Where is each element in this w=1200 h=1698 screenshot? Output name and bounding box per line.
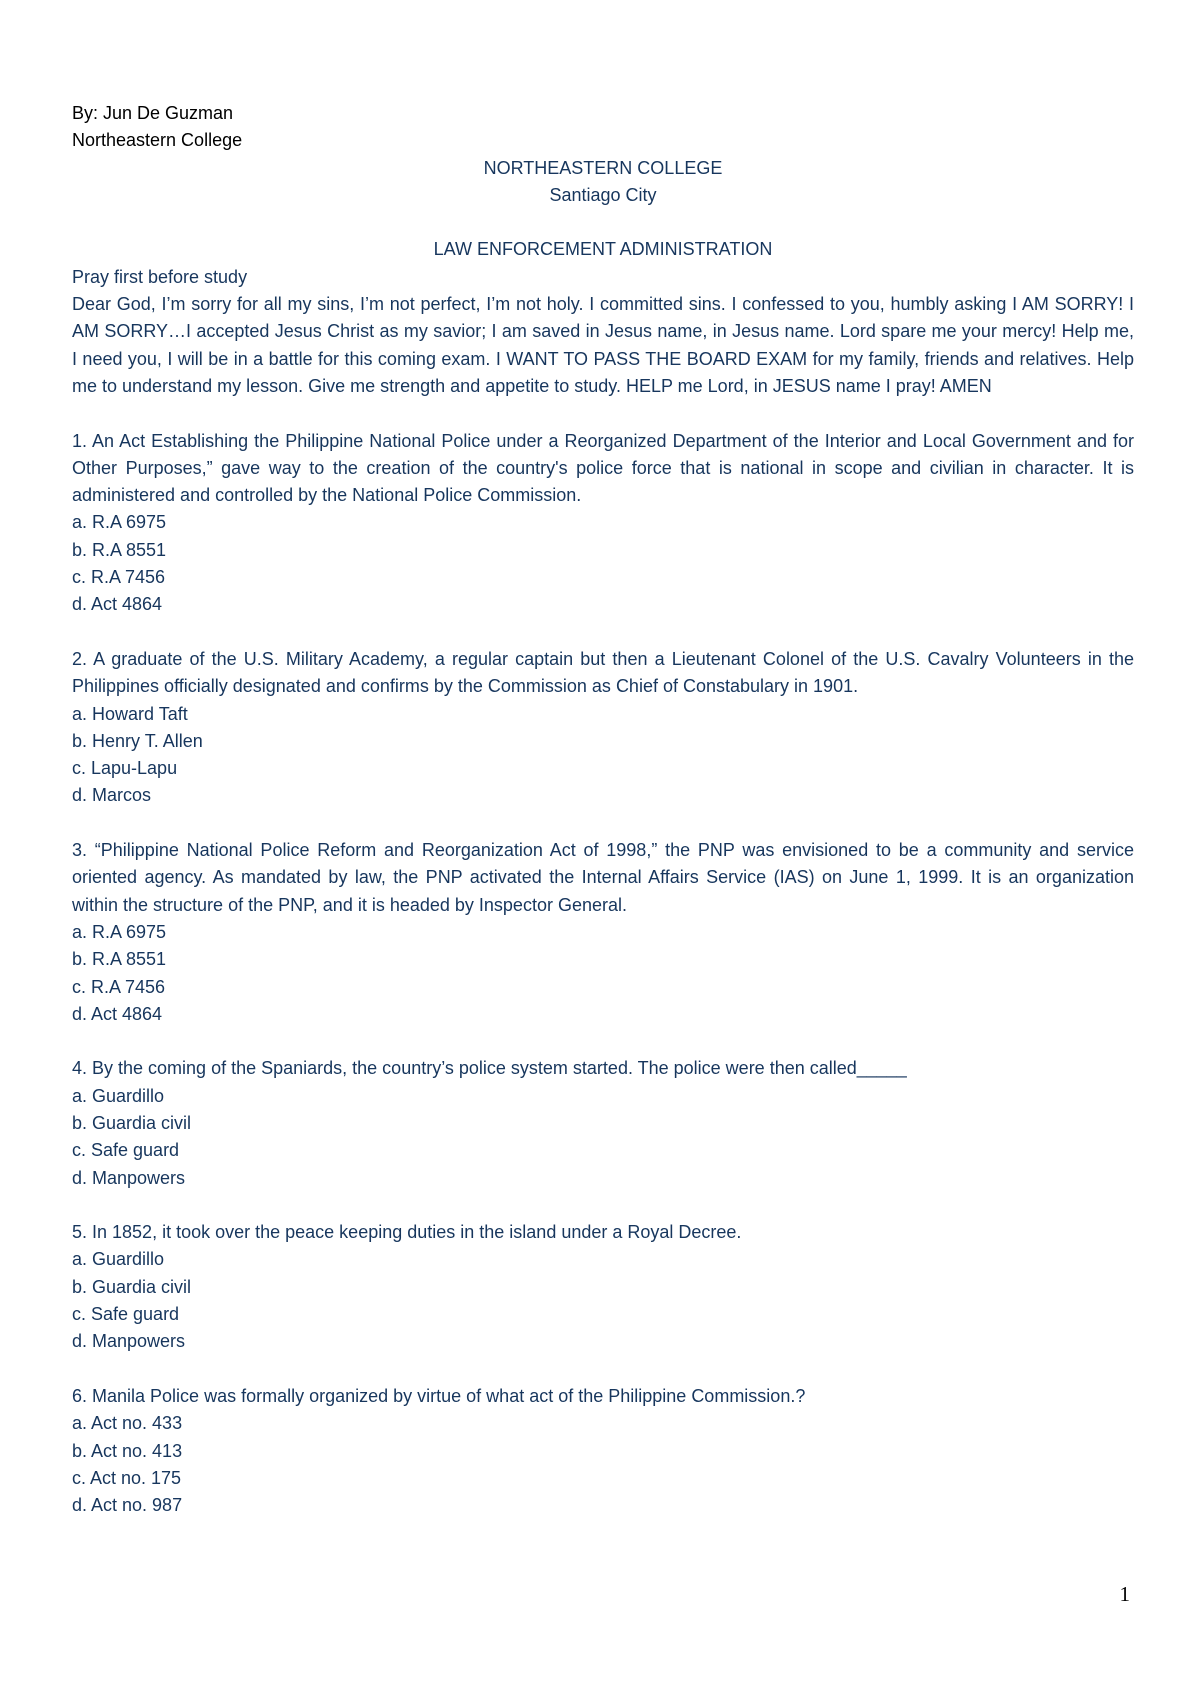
option-b: b. Guardia civil	[72, 1112, 192, 1133]
subject-title: LAW ENFORCEMENT ADMINISTRATION	[433, 239, 773, 260]
school-name: NORTHEASTERN COLLEGE	[483, 157, 723, 178]
option-d: d. Act no. 987	[72, 1495, 183, 1516]
option-c: c. Safe guard	[72, 1140, 180, 1161]
option-b: b. R.A 8551	[72, 949, 167, 970]
question-4	[72, 1055, 1134, 1191]
option-c: c. Act no. 175	[72, 1467, 182, 1488]
option-b: b. Henry T. Allen	[72, 730, 203, 751]
option-a: a. R.A 6975	[72, 512, 167, 533]
prayer-heading: Pray first before study	[72, 266, 248, 287]
author-line: By: Jun De Guzman	[72, 103, 234, 123]
page-number: 1	[1119, 1582, 1130, 1606]
question-list	[72, 428, 1134, 1520]
option-a: a. Guardillo	[72, 1085, 165, 1106]
prayer-text: Dear God, I’m sorry for all my sins, I’m not perfect, I’m not holy. I committed sins. I confessed to you, humbly asking I AM SORRY! I AM SORRY…I accepted Jesus Christ as my savior; I am saved in Jesus name, in Jesus name. Lord spare me your mercy! Help me, I need you, I will be in a battle for this coming exam. I WANT TO PASS THE BOARD EXAM for my family, friends and relatives. Help me to understand my lesson. Give me strength and appetite to study. HELP me Lord, in JESUS name I pray! AMEN	[72, 294, 1134, 396]
option-d: d. Act 4864	[72, 594, 163, 615]
school-city: Santiago City	[549, 184, 657, 205]
question-3	[72, 837, 1134, 1028]
document-body	[72, 100, 1134, 1519]
option-c: c. R.A 7456	[72, 567, 166, 588]
spacer	[72, 400, 1134, 427]
option-a: a. R.A 6975	[72, 921, 167, 942]
option-b: b. Act no. 413	[72, 1440, 183, 1461]
question-text: 5. In 1852, it took over the peace keeping duties in the island under a Royal Decree.	[72, 1222, 742, 1243]
affiliation-line: Northeastern College	[72, 130, 243, 151]
option-d: d. Manpowers	[72, 1167, 186, 1188]
option-c: c. R.A 7456	[72, 976, 166, 997]
question-text: 1. An Act Establishing the Philippine National Police under a Reorganized Department of the Interior and Local Government and for Other Purposes,” gave way to the creation of the country's police force that is national in scope and civilian in character. It is administered and controlled by the National Police Commission.	[72, 430, 1134, 506]
question-text: 2. A graduate of the U.S. Military Academy, a regular captain but then a Lieutenant Colonel of the U.S. Cavalry Volunteers in the Philippines officially designated and confirms by the Commission as Chief of Constabulary in 1901.	[72, 648, 1134, 697]
question-text: 4. By the coming of the Spaniards, the country’s police system started. The police were then called_____	[72, 1058, 907, 1079]
option-d: d. Act 4864	[72, 1003, 163, 1024]
option-a: a. Guardillo	[72, 1249, 165, 1270]
option-a: a. Act no. 433	[72, 1413, 183, 1434]
question-text: 3. “Philippine National Police Reform and Reorganization Act of 1998,” the PNP was envisioned to be a community and service oriented agency. As mandated by law, the PNP activated the Internal Affairs Service (IAS) on June 1, 1999. It is an organization within the structure of the PNP, and it is headed by Inspector General.	[72, 840, 1134, 915]
question-5	[72, 1219, 1134, 1355]
spacer	[72, 209, 1134, 236]
option-c: c. Lapu-Lapu	[72, 758, 178, 779]
option-b: b. Guardia civil	[72, 1276, 192, 1297]
question-6	[72, 1383, 1134, 1519]
question-text: 6. Manila Police was formally organized by virtue of what act of the Philippine Commission.?	[72, 1385, 806, 1406]
option-a: a. Howard Taft	[72, 703, 188, 724]
option-b: b. R.A 8551	[72, 539, 167, 560]
option-d: d. Manpowers	[72, 1331, 186, 1352]
option-c: c. Safe guard	[72, 1304, 180, 1325]
question-1	[72, 428, 1134, 619]
option-d: d. Marcos	[72, 785, 152, 806]
question-2	[72, 646, 1134, 810]
